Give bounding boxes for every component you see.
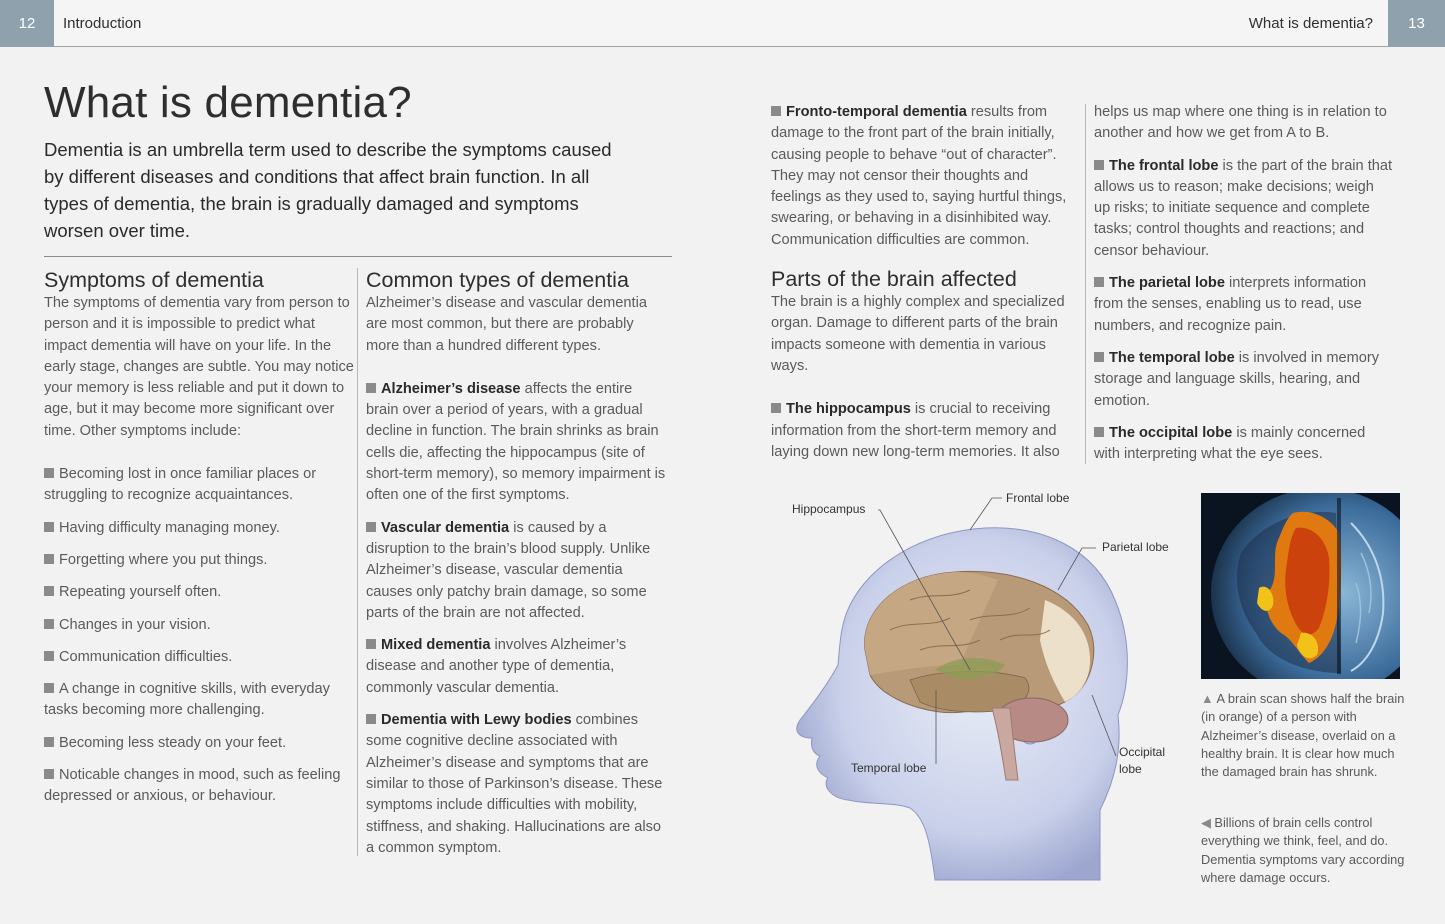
left-page-number: 12 — [0, 0, 54, 47]
bullet-square-icon — [44, 554, 54, 564]
triangle-up-icon: ▲ — [1201, 691, 1217, 706]
bullet-square-icon — [44, 683, 54, 693]
list-item: Alzheimer’s disease affects the entire brain over a period of years, with a gradual decline in function. The brain shrinks as brain cells die, affecting the hippocampus (site of short-term memory), so memory impairment is often one of the first symptoms. — [366, 380, 666, 504]
continued-text: helps us map where one thing is in relation to another and how we get from A to B. — [1094, 104, 1387, 142]
frontal-lobe-label: Frontal lobe — [1006, 491, 1070, 505]
occipital-lobe-label-line1: Occipital — [1119, 745, 1166, 759]
left-running-head: Introduction — [63, 15, 142, 32]
bullet-square-icon — [1094, 352, 1104, 362]
types-body: Alzheimer’s disease and vascular dementia are most common, but there are probably more than a hundred different types. — [366, 295, 647, 354]
bullet-square-icon — [44, 651, 54, 661]
page-header — [0, 0, 1445, 47]
list-item: Changes in your vision. — [44, 615, 354, 636]
list-item: Communication difficulties. — [44, 647, 354, 668]
list-item: Repeating yourself often. — [44, 582, 354, 603]
column-divider — [357, 268, 358, 856]
illustration-caption: ◀ Billions of brain cells control everything we think, feel, and do. Dementia symptoms vary according where damage occurs. — [1201, 815, 1405, 885]
list-item: Forgetting where you put things. — [44, 550, 354, 571]
symptoms-heading: Symptoms of dementia — [44, 268, 264, 292]
bullet-square-icon — [44, 619, 54, 629]
bullet-square-icon — [44, 737, 54, 747]
bullet-square-icon — [44, 522, 54, 532]
list-item: Noticable changes in mood, such as feeling depressed or anxious, or behaviour. — [44, 767, 341, 805]
symptoms-body: The symptoms of dementia vary from person to person and it is impossible to predict what impact dementia will have on your life. In the early stage, changes are subtle. You may notice your memory is less reliable and put it down to age, but it may become more significant over time. Other symptoms include: — [44, 295, 354, 439]
list-item: Dementia with Lewy bodies combines some cognitive decline associated with Alzheimer’s disease and symptoms that are similar to those of Parkinson’s disease. These symptoms include difficulties with mobility, stiffness, and shaking. Hallucinations are also a common symptom. — [366, 712, 663, 856]
bullet-square-icon — [366, 714, 376, 724]
list-item: The parietal lobe interprets information from the senses, enabling us to read, use numbers, and recognize pain. — [1094, 275, 1367, 334]
parts-heading: Parts of the brain affected — [771, 267, 1017, 292]
page-title: What is dementia? — [44, 78, 412, 127]
list-item: Having difficulty managing money. — [44, 518, 354, 539]
hippocampus-label: Hippocampus — [792, 502, 866, 516]
brain-scan-graphic — [1201, 493, 1400, 679]
parts-column — [771, 102, 1079, 463]
parts-body: The brain is a highly complex and specialized organ. Damage to different parts of the brain impacts someone with dementia in various ways. — [771, 294, 1065, 374]
brain-scan-image — [1201, 493, 1400, 679]
symptoms-column — [44, 267, 354, 808]
list-item: The temporal lobe is involved in memory storage and language skills, hearing, and emotion. — [1094, 349, 1380, 409]
frontal-leader-line — [970, 498, 1002, 530]
column-divider — [1085, 104, 1086, 464]
bullet-square-icon — [771, 403, 781, 413]
triangle-left-icon: ◀ — [1201, 815, 1215, 830]
types-column — [366, 267, 668, 859]
lobes-column — [1094, 102, 1394, 465]
list-item: Becoming less steady on your feet. — [44, 733, 354, 754]
occipital-lobe-label-line2: lobe — [1119, 762, 1142, 776]
list-item: The frontal lobe is the part of the brain that allows us to reason; make decisions; weigh up risks; to initiate sequence and complete tasks; control thoughts and reactions; and censor behaviour. — [1094, 157, 1393, 259]
intro-paragraph: Dementia is an umbrella term used to describe the symptoms caused by different diseases and conditions that affect brain function. In all types of dementia, the brain is gradually damaged and symptoms worsen over time. — [44, 139, 612, 241]
bullet-square-icon — [771, 106, 781, 116]
scan-caption: ▲ A brain scan shows half the brain (in orange) of a person with Alzheimer’s disease, overlaid on a healthy brain. It is clear how much the damaged brain has shrunk. — [1201, 691, 1405, 780]
bullet-square-icon — [44, 468, 54, 478]
types-heading: Common types of dementia — [366, 268, 629, 292]
bullet-square-icon — [1094, 160, 1104, 170]
list-item: The occipital lobe is mainly concerned with interpreting what the eye sees. — [1094, 424, 1366, 463]
bullet-square-icon — [1094, 277, 1104, 287]
parietal-lobe-label: Parietal lobe — [1102, 540, 1169, 554]
brain-head-illustration — [770, 480, 1180, 885]
list-item: Vascular dementia is caused by a disruption to the brain’s blood supply. Unlike Alzheimer’s disease, vascular dementia causes only patchy brain damage, so some parts of the brain are not affected. — [366, 519, 651, 621]
bullet-square-icon — [366, 383, 376, 393]
bullet-square-icon — [44, 586, 54, 596]
list-item: Becoming lost in once familiar places or struggling to recognize acquaintances. — [44, 466, 317, 504]
bullet-square-icon — [1094, 427, 1104, 437]
bullet-square-icon — [366, 522, 376, 532]
list-item: Mixed dementia involves Alzheimer’s disease and another type of dementia, commonly vascular dementia. — [366, 637, 627, 696]
list-item: Fronto-temporal dementia results from damage to the front part of the brain initially, causing people to behave “out of character”. They may not censor their thoughts and feelings as they used to, saying hurtful things, swearing, or behaving in a disinhibited way. Communication difficulties are common. — [771, 104, 1067, 248]
temporal-lobe-label: Temporal lobe — [851, 761, 927, 775]
bullet-square-icon — [44, 769, 54, 779]
bullet-square-icon — [366, 639, 376, 649]
list-item: The hippocampus is crucial to receiving information from the short-term memory and laying down new long-term memories. It also — [771, 401, 1060, 460]
right-page-number: 13 — [1388, 0, 1445, 47]
right-running-head: What is dementia? — [1248, 15, 1373, 32]
list-item: A change in cognitive skills, with everyday tasks becoming more challenging. — [44, 681, 330, 719]
section-divider — [44, 256, 672, 257]
